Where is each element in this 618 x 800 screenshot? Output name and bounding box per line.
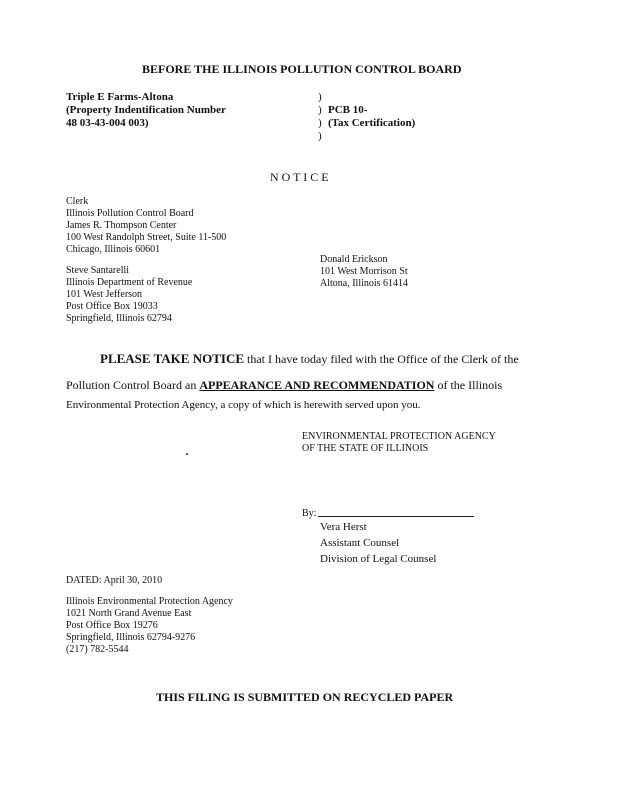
notice-text: of the Illinois: [434, 378, 503, 392]
address-line: Illinois Pollution Control Board: [66, 208, 194, 219]
recycled-paper-footer: THIS FILING IS SUBMITTED ON RECYCLED PAPER: [156, 690, 454, 704]
notice-body-line-1: [100, 352, 519, 366]
caption-bracket: ): [318, 91, 322, 103]
caption-line: Triple E Farms-Altona: [66, 91, 174, 103]
addressee-erickson: [320, 254, 408, 290]
notice-heading: N O T I C E: [270, 170, 329, 184]
signer-name: Vera Herst: [320, 521, 367, 533]
case-number-block: [328, 104, 415, 130]
addressee-clerk: [66, 196, 226, 256]
address-line: Springfield, Illinois 62794: [66, 313, 172, 324]
notice-lead: PLEASE TAKE NOTICE: [100, 351, 245, 366]
address-line: 101 West Jefferson: [66, 289, 143, 300]
case-type: (Tax Certification): [328, 117, 416, 129]
address-line: Donald Erickson: [320, 254, 388, 265]
address-line: 1021 North Grand Avenue East: [66, 608, 192, 619]
address-line: Steve Santarelli: [66, 265, 130, 276]
caption-line: 48 03-43-004 003): [66, 117, 149, 129]
agency-line: ENVIRONMENTAL PROTECTION AGENCY: [302, 431, 496, 442]
address-line: (217) 782-5544: [66, 644, 129, 655]
page-mark: [186, 453, 188, 455]
address-line: Post Office Box 19033: [66, 301, 158, 312]
caption-bracket: ): [318, 130, 322, 142]
address-line: Clerk: [66, 196, 89, 207]
address-line: Springfield, Illinois 62794-9276: [66, 632, 196, 643]
caption-bracket: ): [318, 117, 322, 129]
address-line: Illinois Environmental Protection Agency: [66, 596, 233, 607]
address-line: Illinois Department of Revenue: [66, 277, 193, 288]
case-number: PCB 10-: [328, 104, 368, 116]
agency-line: OF THE STATE OF ILLINOIS: [302, 443, 429, 454]
address-line: 101 West Morrison St: [320, 266, 408, 277]
signature-block: [320, 521, 436, 566]
caption-brackets: [318, 91, 322, 143]
dated-line: DATED: April 30, 2010: [66, 575, 163, 586]
caption-line: (Property Indentification Number: [66, 104, 226, 116]
signature-line: [318, 516, 474, 517]
address-line: Post Office Box 19276: [66, 620, 158, 631]
signer-title: Assistant Counsel: [320, 537, 400, 549]
address-line: 100 West Randolph Street, Suite 11-500: [66, 232, 227, 243]
agency-name: [302, 431, 496, 455]
notice-body-line-2: [66, 378, 502, 392]
document-title: BEFORE THE ILLINOIS POLLUTION CONTROL BOARD: [142, 62, 462, 76]
case-caption-parties: [66, 91, 226, 130]
caption-bracket: ): [318, 104, 322, 116]
address-line: Altona, Illinois 61414: [320, 278, 409, 289]
address-line: Chicago, Illinois 60601: [66, 244, 161, 255]
signer-division: Division of Legal Counsel: [320, 553, 437, 565]
addressee-revenue: [66, 265, 192, 325]
agency-address: [66, 596, 233, 656]
address-line: James R. Thompson Center: [66, 220, 177, 231]
document-reference: APPEARANCE AND RECOMMENDATION: [199, 378, 435, 392]
signature-by-label: By:: [302, 508, 317, 519]
notice-text: that I have today filed with the Office of the Clerk of the: [244, 352, 519, 366]
notice-body-line-3: Environmental Protection Agency, a copy of which is herewith served upon you.: [66, 399, 421, 411]
notice-text: Pollution Control Board an: [66, 378, 200, 392]
